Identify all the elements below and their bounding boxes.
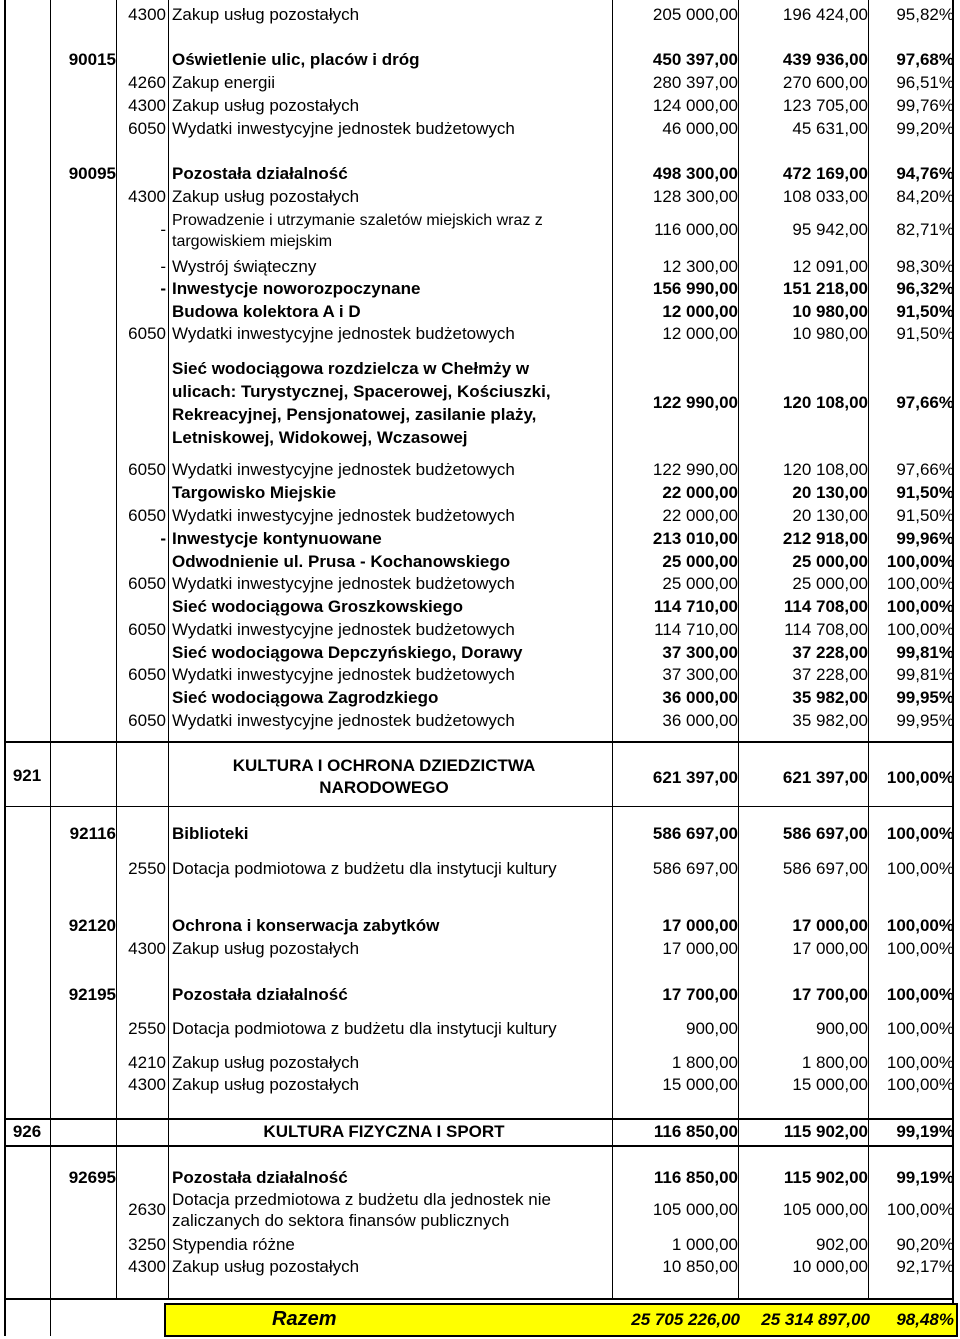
execution-cell: 1 800,00 [801, 1053, 868, 1072]
name-cell: Wydatki inwestycyjne jednostek budżetowych [172, 620, 515, 639]
table-row [4, 506, 954, 526]
execution-cell: 900,00 [816, 1019, 868, 1038]
execution-cell: 95 942,00 [792, 220, 868, 239]
plan-cell: 22 000,00 [662, 483, 738, 502]
table-row [4, 1235, 954, 1255]
table-row [4, 824, 954, 844]
table-row [4, 164, 954, 184]
name-cell: Odwodnienie ul. Prusa - Kochanowskiego [172, 552, 511, 571]
table-row [4, 1075, 954, 1095]
percent-cell: 95,82% [896, 5, 954, 24]
execution-cell: 20 130,00 [792, 506, 868, 525]
percent-cell: 100,00% [886, 574, 954, 593]
percent-cell: 100,00% [886, 859, 954, 878]
paragraph-cell: 3250 [128, 1235, 166, 1254]
name-cell: Zakup usług pozostałych [172, 1053, 360, 1072]
name-cell: Zakup usług pozostałych [172, 1257, 360, 1276]
percent-cell: 100,00% [886, 552, 954, 571]
execution-cell: 25 000,00 [792, 574, 868, 593]
section-title: KULTURA FIZYCZNA I SPORT [263, 1122, 505, 1141]
section-title: KULTURA I OCHRONA DZIEDZICTWA NARODOWEGO [232, 756, 536, 797]
section-row-926 [4, 1122, 954, 1144]
execution-cell: 10 000,00 [792, 1257, 868, 1276]
execution-cell: 270 600,00 [782, 73, 868, 92]
chapter-cell: 90015 [68, 50, 116, 69]
execution-cell: 120 108,00 [782, 393, 868, 412]
name-cell: Dotacja przedmiotowa z budżetu dla jednostek nie zaliczanych do sektora finansów publicznych [172, 1190, 551, 1230]
table-row [4, 460, 954, 480]
percent-cell: 82,71% [896, 220, 954, 239]
execution-cell: 586 697,00 [782, 824, 868, 843]
percent-cell: 100,00% [886, 1200, 954, 1219]
paragraph-cell: 4210 [128, 1053, 166, 1072]
name-cell: Biblioteki [172, 824, 249, 843]
paragraph-cell: 6050 [128, 620, 166, 639]
plan-cell: 10 850,00 [662, 1257, 738, 1276]
name-cell: Zakup energii [172, 73, 276, 92]
execution-cell: 439 936,00 [782, 50, 868, 69]
execution-cell: 10 980,00 [792, 302, 868, 321]
table-row [4, 208, 954, 254]
paragraph-cell: 2550 [128, 1019, 166, 1038]
paragraph-cell: 4300 [128, 96, 166, 115]
percent-cell: 99,19% [896, 1122, 954, 1141]
execution-cell: 123 705,00 [782, 96, 868, 115]
execution-cell: 196 424,00 [782, 5, 868, 24]
plan-cell: 498 300,00 [652, 164, 738, 183]
section-divider [4, 806, 954, 807]
paragraph-cell: 6050 [128, 324, 166, 343]
name-cell: Sieć wodociągowa Groszkowskiego [172, 597, 463, 616]
plan-cell: 586 697,00 [652, 859, 738, 878]
paragraph-cell: - [160, 279, 166, 298]
plan-cell: 280 397,00 [652, 73, 738, 92]
section-code: 926 [12, 1122, 42, 1141]
percent-cell: 97,66% [896, 393, 954, 412]
percent-cell: 99,76% [896, 96, 954, 115]
execution-cell: 108 033,00 [782, 187, 868, 206]
section-code: 921 [12, 766, 42, 785]
plan-cell: 116 000,00 [654, 220, 738, 239]
execution-cell: 37 228,00 [792, 665, 868, 684]
percent-cell: 99,95% [896, 688, 954, 707]
table-row [4, 302, 954, 322]
plan-cell: 900,00 [686, 1019, 738, 1038]
name-cell: Zakup usług pozostałych [172, 187, 360, 206]
plan-cell: 22 000,00 [662, 506, 738, 525]
plan-cell: 124 000,00 [652, 96, 738, 115]
paragraph-cell: 4300 [128, 1075, 166, 1094]
percent-cell: 96,51% [896, 73, 954, 92]
table-row [4, 483, 954, 503]
plan-cell: 116 850,00 [653, 1168, 738, 1187]
percent-cell: 92,17% [896, 1257, 954, 1276]
paragraph-cell: 6050 [128, 574, 166, 593]
table-row [4, 939, 954, 959]
percent-cell: 100,00% [886, 1075, 954, 1094]
percent-cell: 100,00% [886, 1053, 954, 1072]
total-execution: 25 314 897,00 [761, 1310, 870, 1329]
table-row [4, 711, 954, 731]
percent-cell: 100,00% [886, 985, 954, 1004]
table-row [4, 324, 954, 344]
name-cell: Wydatki inwestycyjne jednostek budżetowych [172, 506, 515, 525]
paragraph-cell: 4300 [128, 187, 166, 206]
execution-cell: 902,00 [816, 1235, 868, 1254]
section-row-921 [4, 752, 954, 802]
name-cell: Sieć wodociągowa Zagrodzkiego [172, 688, 439, 707]
name-cell: Wydatki inwestycyjne jednostek budżetowych [172, 119, 515, 138]
chapter-cell: 92695 [68, 1168, 116, 1187]
chapter-cell: 92195 [68, 985, 116, 1004]
name-cell: Targowisko Miejskie [172, 483, 337, 502]
total-percent: 98,48% [896, 1310, 954, 1329]
percent-cell: 100,00% [886, 824, 954, 843]
percent-cell: 91,50% [896, 506, 954, 525]
name-cell: Prowadzenie i utrzymanie szaletów miejskich wraz z targowiskiem miejskim [172, 212, 543, 250]
plan-cell: 15 000,00 [662, 1075, 738, 1094]
name-cell: Zakup usług pozostałych [172, 1075, 360, 1094]
budget-table [4, 0, 954, 1336]
execution-cell: 45 631,00 [792, 119, 868, 138]
percent-cell: 99,19% [896, 1168, 954, 1187]
name-cell: Budowa kolektora A i D [172, 302, 361, 321]
execution-cell: 621 397,00 [782, 768, 868, 787]
total-label: Razem [272, 1308, 337, 1330]
plan-cell: 1 800,00 [671, 1053, 738, 1072]
percent-cell: 100,00% [886, 620, 954, 639]
table-row [4, 50, 954, 70]
table-row [4, 1257, 954, 1277]
name-cell: Wydatki inwestycyjne jednostek budżetowych [172, 665, 515, 684]
section-divider [4, 1118, 954, 1120]
name-cell: Wydatki inwestycyjne jednostek budżetowych [172, 711, 515, 730]
paragraph-cell: - [160, 529, 166, 548]
paragraph-cell: 2550 [128, 859, 166, 878]
plan-cell: 37 300,00 [662, 643, 738, 662]
percent-cell: 91,50% [896, 302, 954, 321]
paragraph-cell: 2630 [128, 1200, 166, 1219]
table-row [4, 665, 954, 685]
table-row [4, 985, 954, 1005]
percent-cell: 97,68% [896, 50, 954, 69]
plan-cell: 122 990,00 [652, 393, 738, 412]
table-row [4, 257, 954, 277]
name-cell: Wydatki inwestycyjne jednostek budżetowych [172, 324, 515, 343]
chapter-cell: 92116 [69, 824, 116, 843]
paragraph-cell: - [160, 257, 166, 276]
execution-cell: 586 697,00 [782, 859, 868, 878]
execution-cell: 17 700,00 [792, 985, 868, 1004]
execution-cell: 35 982,00 [792, 711, 868, 730]
table-row [4, 859, 954, 879]
section-divider [4, 1145, 954, 1147]
percent-cell: 96,32% [896, 279, 954, 298]
plan-cell: 156 990,00 [652, 279, 738, 298]
percent-cell: 98,30% [896, 257, 954, 276]
execution-cell: 10 980,00 [792, 324, 868, 343]
paragraph-cell: 4300 [128, 939, 166, 958]
percent-cell: 100,00% [886, 597, 954, 616]
paragraph-cell: 4260 [128, 73, 166, 92]
paragraph-cell: 6050 [128, 460, 166, 479]
table-row [4, 279, 954, 299]
section-divider [4, 741, 954, 743]
name-cell: Stypendia różne [172, 1235, 295, 1254]
table-row [4, 355, 954, 451]
percent-cell: 94,76% [896, 164, 954, 183]
plan-cell: 36 000,00 [662, 688, 738, 707]
name-cell: Zakup usług pozostałych [172, 96, 360, 115]
name-cell: Pozostała działalność [172, 985, 348, 1004]
plan-cell: 17 000,00 [662, 916, 738, 935]
execution-cell: 12 091,00 [792, 257, 868, 276]
table-row [4, 916, 954, 936]
table-row [4, 529, 954, 549]
name-cell: Pozostała działalność [172, 164, 348, 183]
plan-cell: 12 000,00 [662, 302, 738, 321]
chapter-cell: 92120 [68, 916, 116, 935]
percent-cell: 100,00% [886, 939, 954, 958]
plan-cell: 1 000,00 [671, 1235, 738, 1254]
execution-cell: 20 130,00 [792, 483, 868, 502]
execution-cell: 114 708,00 [784, 620, 868, 639]
table-row [4, 620, 954, 640]
name-cell: Wydatki inwestycyjne jednostek budżetowych [172, 460, 515, 479]
plan-cell: 36 000,00 [662, 711, 738, 730]
name-cell: Zakup usług pozostałych [172, 939, 360, 958]
name-cell: Wystrój świąteczny [172, 257, 317, 276]
plan-cell: 46 000,00 [662, 119, 738, 138]
execution-cell: 120 108,00 [782, 460, 868, 479]
chapter-cell: 90095 [68, 164, 116, 183]
name-cell: Inwestycje kontynuowane [172, 529, 382, 548]
percent-cell: 100,00% [886, 1019, 954, 1038]
plan-cell: 586 697,00 [652, 824, 738, 843]
table-row [4, 119, 954, 139]
percent-cell: 100,00% [886, 916, 954, 935]
execution-cell: 25 000,00 [792, 552, 868, 571]
name-cell: Inwestycje noworozpoczynane [172, 279, 421, 298]
percent-cell: 99,96% [896, 529, 954, 548]
percent-cell: 90,20% [896, 1235, 954, 1254]
percent-cell: 84,20% [896, 187, 954, 206]
plan-cell: 116 850,00 [653, 1122, 738, 1141]
percent-cell: 100,00% [886, 768, 954, 787]
table-row [4, 688, 954, 708]
name-cell: Dotacja podmiotowa z budżetu dla instytucji kultury [172, 1019, 557, 1038]
plan-cell: 37 300,00 [662, 665, 738, 684]
plan-cell: 25 000,00 [662, 552, 738, 571]
name-cell: Sieć wodociągowa Depczyńskiego, Dorawy [172, 643, 523, 662]
percent-cell: 91,50% [896, 483, 954, 502]
plan-cell: 12 000,00 [662, 324, 738, 343]
name-cell: Sieć wodociągowa rozdzielcza w Chełmży w ulicach: Turystycznej, Spacerowej, Kościuszki, Rekreacyjnej, Pensjonatowej, zasilanie plaży, Letniskowej, Widokowej, Wczasowej [172, 359, 551, 447]
table-row [4, 5, 954, 25]
paragraph-cell: 6050 [128, 119, 166, 138]
name-cell: Ochrona i konserwacja zabytków [172, 916, 440, 935]
table-row [4, 1053, 954, 1073]
plan-cell: 114 710,00 [653, 597, 738, 616]
execution-cell: 212 918,00 [782, 529, 868, 548]
table-row [4, 96, 954, 116]
total-plan: 25 705 226,00 [631, 1310, 740, 1329]
name-cell: Wydatki inwestycyjne jednostek budżetowych [172, 574, 515, 593]
execution-cell: 37 228,00 [792, 643, 868, 662]
execution-cell: 17 000,00 [792, 916, 868, 935]
name-cell: Oświetlenie ulic, placów i dróg [172, 50, 420, 69]
percent-cell: 99,95% [896, 711, 954, 730]
total-row [164, 1303, 958, 1337]
plan-cell: 450 397,00 [652, 50, 738, 69]
table-row [4, 552, 954, 572]
paragraph-cell: 4300 [128, 5, 166, 24]
percent-cell: 97,66% [896, 460, 954, 479]
percent-cell: 91,50% [896, 324, 954, 343]
table-row [4, 643, 954, 663]
section-divider [4, 1298, 954, 1300]
paragraph-cell: 6050 [128, 711, 166, 730]
paragraph-cell: 6050 [128, 665, 166, 684]
table-row [4, 1168, 954, 1188]
percent-cell: 99,20% [896, 119, 954, 138]
execution-cell: 115 902,00 [783, 1168, 868, 1187]
plan-cell: 122 990,00 [652, 460, 738, 479]
plan-cell: 128 300,00 [652, 187, 738, 206]
percent-cell: 99,81% [896, 643, 954, 662]
table-row [4, 73, 954, 93]
paragraph-cell: 6050 [128, 506, 166, 525]
execution-cell: 17 000,00 [792, 939, 868, 958]
name-cell: Pozostała działalność [172, 1168, 348, 1187]
execution-cell: 15 000,00 [792, 1075, 868, 1094]
plan-cell: 114 710,00 [654, 620, 738, 639]
execution-cell: 105 000,00 [782, 1200, 868, 1219]
table-row [4, 574, 954, 594]
execution-cell: 151 218,00 [782, 279, 868, 298]
plan-cell: 17 700,00 [662, 985, 738, 1004]
plan-cell: 17 000,00 [662, 939, 738, 958]
plan-cell: 205 000,00 [652, 5, 738, 24]
percent-cell: 99,81% [896, 665, 954, 684]
execution-cell: 472 169,00 [782, 164, 868, 183]
paragraph-cell: 4300 [128, 1257, 166, 1276]
name-cell: Zakup usług pozostałych [172, 5, 360, 24]
table-row [4, 1019, 954, 1039]
paragraph-cell: - [160, 220, 166, 239]
execution-cell: 115 902,00 [783, 1122, 868, 1141]
plan-cell: 12 300,00 [662, 257, 738, 276]
execution-cell: 114 708,00 [783, 597, 868, 616]
plan-cell: 213 010,00 [652, 529, 738, 548]
plan-cell: 621 397,00 [652, 768, 738, 787]
table-row [4, 597, 954, 617]
table-row [4, 1189, 954, 1233]
plan-cell: 25 000,00 [662, 574, 738, 593]
execution-cell: 35 982,00 [792, 688, 868, 707]
table-row [4, 187, 954, 207]
name-cell: Dotacja podmiotowa z budżetu dla instytucji kultury [172, 859, 557, 878]
plan-cell: 105 000,00 [652, 1200, 738, 1219]
